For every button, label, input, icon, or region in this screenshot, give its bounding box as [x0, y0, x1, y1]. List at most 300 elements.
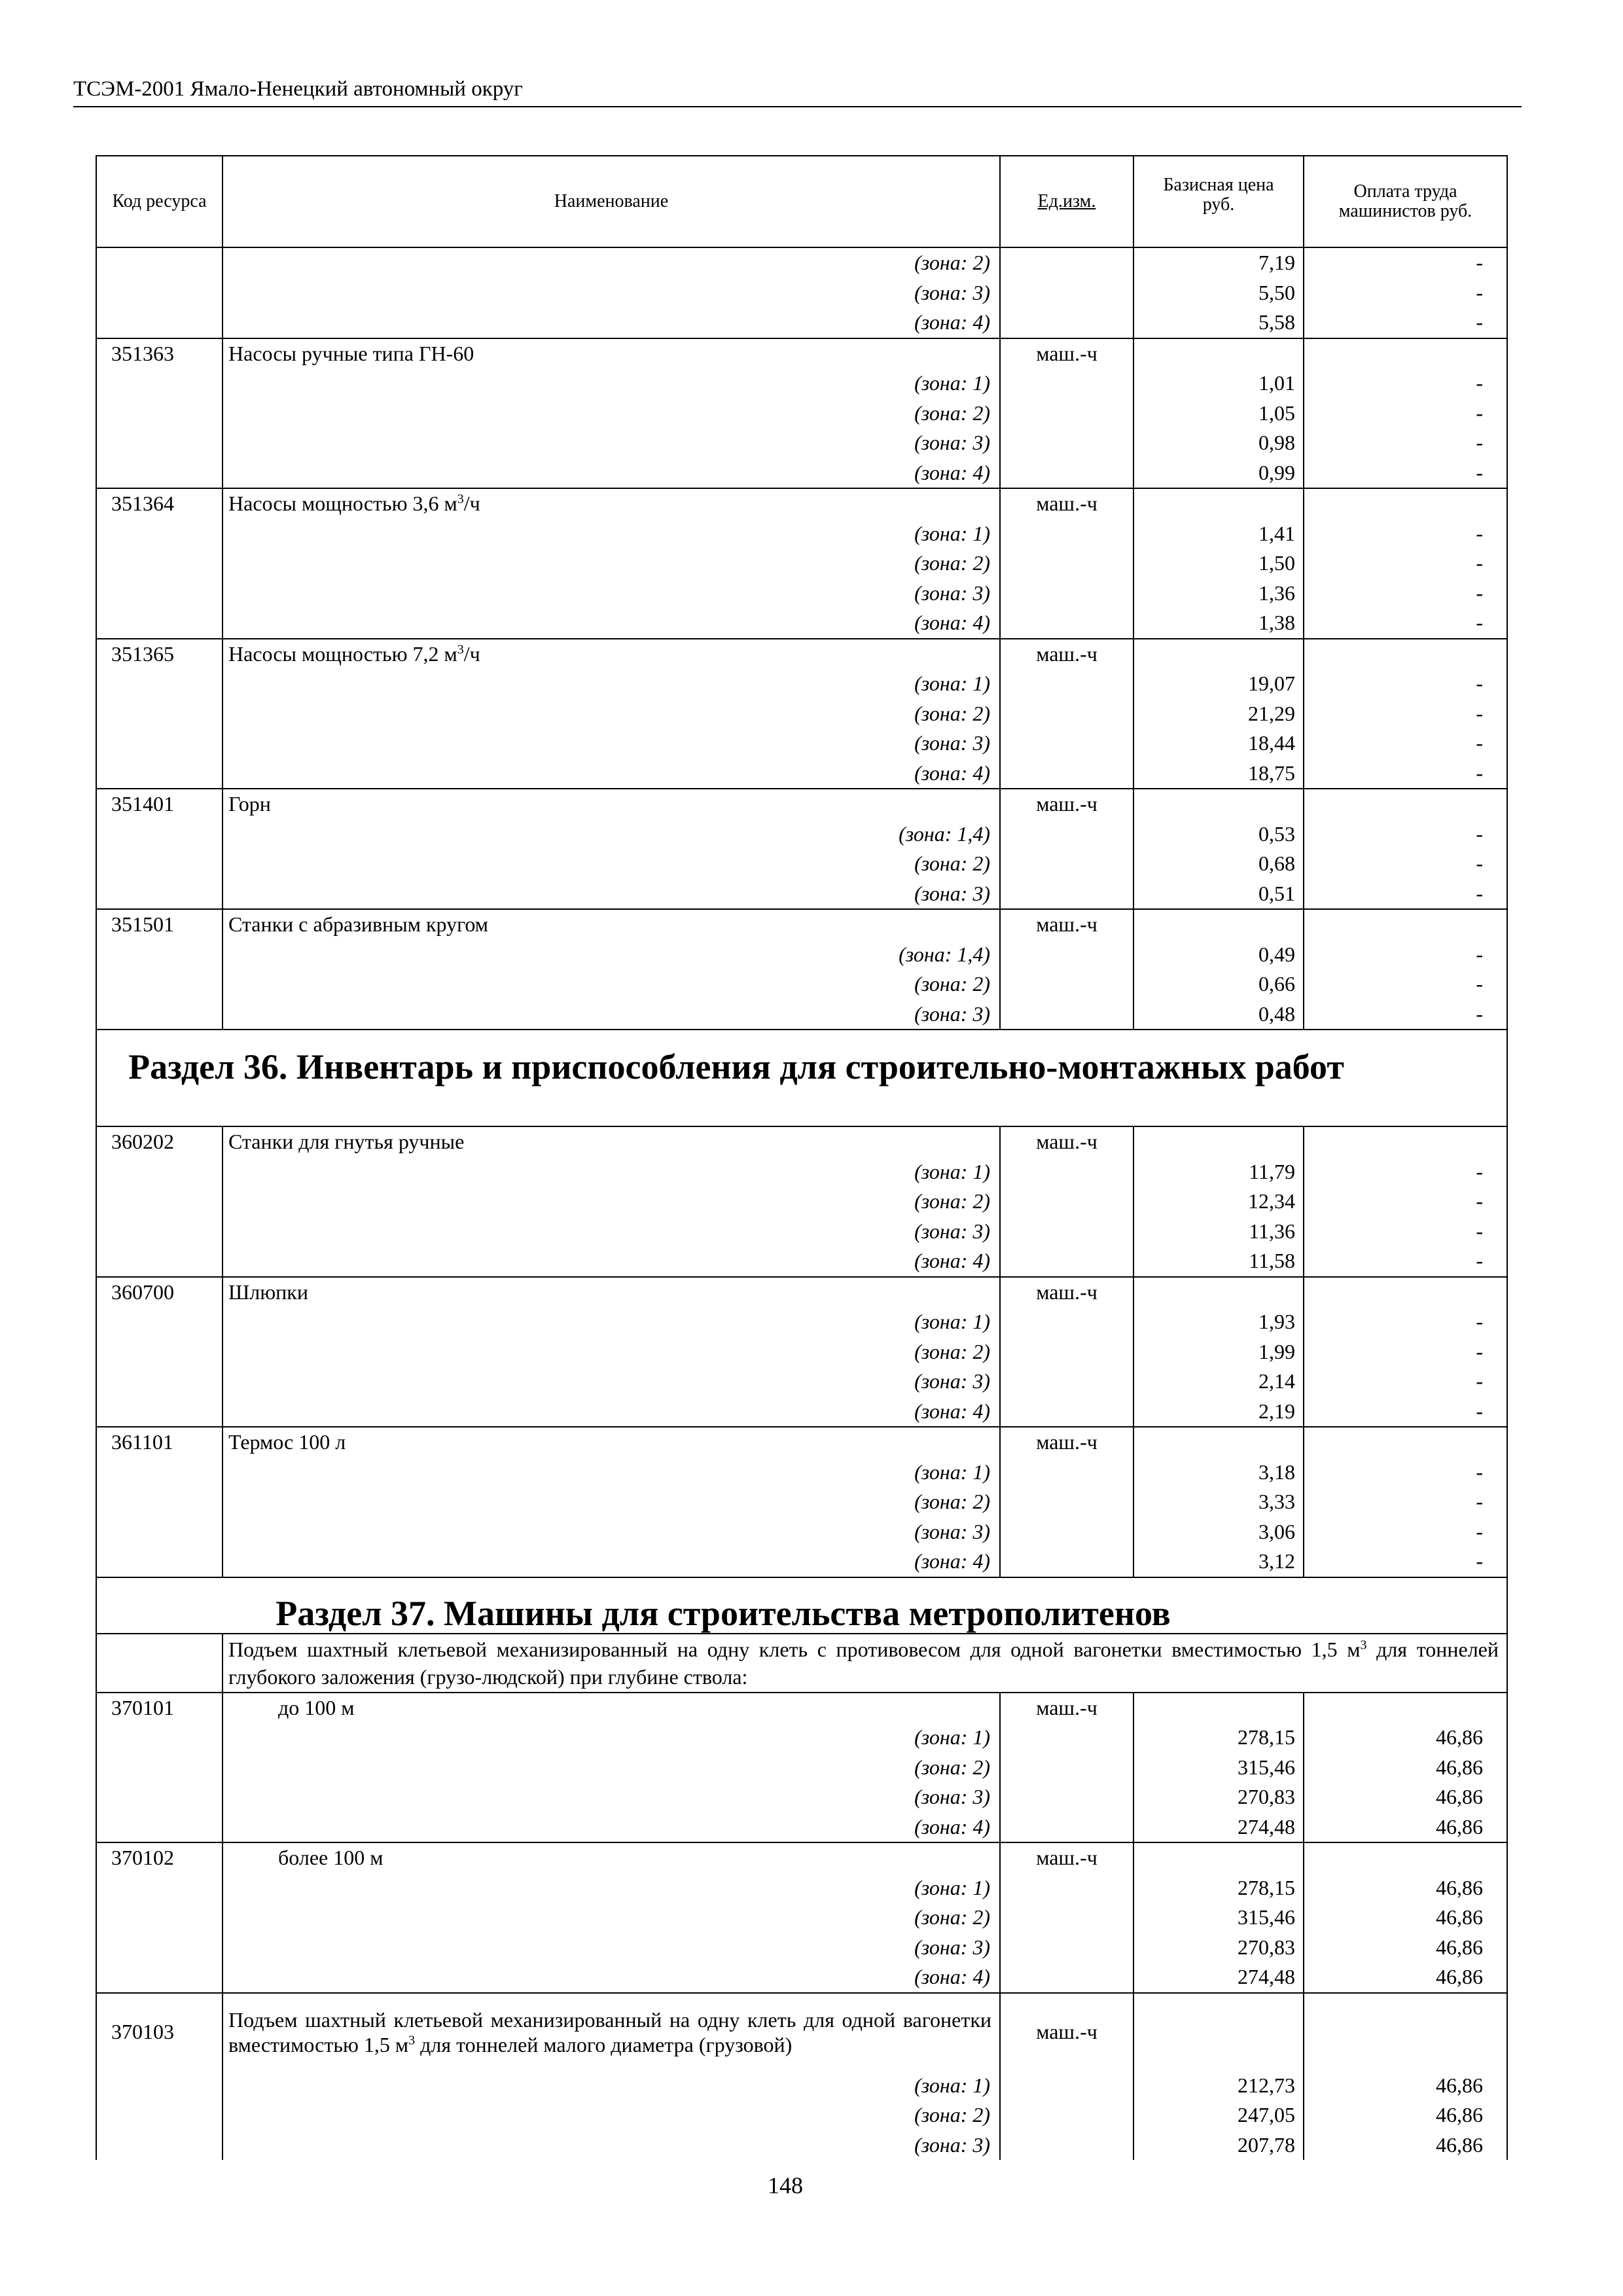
- zone-label: (зона: 1): [223, 1307, 1000, 1337]
- price-value: 19,07: [1133, 669, 1304, 699]
- zone-label: (зона: 4): [223, 308, 1000, 338]
- unit-cell: [1000, 519, 1133, 549]
- pay-value: -: [1304, 819, 1507, 850]
- item-code: 370101: [96, 1693, 223, 1723]
- pay-value: 46,86: [1304, 1782, 1507, 1812]
- pay-value: 46,86: [1304, 1962, 1507, 1993]
- zone-row: [96, 759, 1507, 789]
- zone-row: [96, 608, 1507, 639]
- unit-cell: [1000, 1547, 1133, 1577]
- pay-value: 46,86: [1304, 1723, 1507, 1753]
- col-header-pay: Оплата труда машинистов руб.: [1304, 156, 1507, 247]
- item-unit: маш.-ч: [1000, 789, 1133, 819]
- item-row: [96, 639, 1507, 670]
- unit-cell: [1000, 1337, 1133, 1367]
- superscript: 3: [457, 492, 464, 507]
- code-cell: [96, 1337, 223, 1367]
- zone-label: (зона: 2): [223, 1753, 1000, 1783]
- price-cell: [1133, 1842, 1304, 1873]
- price-value: 11,79: [1133, 1157, 1304, 1187]
- price-value: 274,48: [1133, 1812, 1304, 1843]
- price-value: 0,99: [1133, 458, 1304, 489]
- item-unit: маш.-ч: [1000, 1993, 1133, 2071]
- price-value: 0,49: [1133, 940, 1304, 970]
- code-cell: [96, 1367, 223, 1397]
- zone-label: (зона: 2): [223, 247, 1000, 278]
- zone-label: (зона: 2): [223, 969, 1000, 999]
- unit-cell: [1000, 759, 1133, 789]
- zone-row: [96, 579, 1507, 609]
- code-cell: [96, 548, 223, 579]
- unit-cell: [1000, 278, 1133, 308]
- zone-row: [96, 1397, 1507, 1427]
- unit-cell: [1000, 1933, 1133, 1963]
- pay-value: -: [1304, 1217, 1507, 1247]
- price-value: 18,44: [1133, 728, 1304, 759]
- pay-value: -: [1304, 1337, 1507, 1367]
- price-cell: [1133, 1993, 1304, 2071]
- zone-label: (зона: 1): [223, 669, 1000, 699]
- pay-value: 46,86: [1304, 1873, 1507, 1903]
- unit-cell: [1000, 1903, 1133, 1933]
- code-cell: [96, 1397, 223, 1427]
- pay-value: -: [1304, 999, 1507, 1030]
- pay-cell: [1304, 1126, 1507, 1157]
- price-cell: [1133, 1277, 1304, 1308]
- unit-cell: [1000, 1753, 1133, 1783]
- item-code: 351364: [96, 488, 223, 519]
- item-name-cell: [223, 909, 1000, 940]
- section-title: Раздел 37. Машины для строительства метрополитенов: [96, 1577, 1507, 1634]
- unit-cell: [1000, 1782, 1133, 1812]
- zone-label: (зона: 3): [223, 1517, 1000, 1547]
- price-value: 3,18: [1133, 1458, 1304, 1488]
- item-row: [96, 909, 1507, 940]
- section-row: [96, 1577, 1507, 1634]
- item-name: Насосы ручные типа ГН-60: [228, 341, 474, 365]
- pay-cell: [1304, 909, 1507, 940]
- item-unit: маш.-ч: [1000, 1427, 1133, 1458]
- price-cell: [1133, 338, 1304, 369]
- code-cell: [96, 969, 223, 999]
- unit-cell: [1000, 819, 1133, 850]
- item-unit: маш.-ч: [1000, 488, 1133, 519]
- code-cell: [96, 2071, 223, 2101]
- code-cell: [96, 1873, 223, 1903]
- code-cell: [96, 458, 223, 489]
- unit-cell: [1000, 247, 1133, 278]
- price-value: 270,83: [1133, 1933, 1304, 1963]
- zone-row: [96, 1187, 1507, 1217]
- unit-cell: [1000, 1367, 1133, 1397]
- price-value: 21,29: [1133, 699, 1304, 729]
- unit-cell: [1000, 669, 1133, 699]
- zone-row: [96, 1723, 1507, 1753]
- code-cell: [96, 1458, 223, 1488]
- unit-cell: [1000, 608, 1133, 639]
- code-cell: [96, 699, 223, 729]
- pay-cell: [1304, 1993, 1507, 2071]
- pay-value: -: [1304, 548, 1507, 579]
- unit-cell: [1000, 1307, 1133, 1337]
- zone-label: (зона: 3): [223, 2130, 1000, 2161]
- price-value: 18,75: [1133, 759, 1304, 789]
- zone-row: [96, 1458, 1507, 1488]
- zone-row: [96, 2100, 1507, 2130]
- pay-value: -: [1304, 247, 1507, 278]
- code-cell: [96, 1487, 223, 1517]
- zone-label: (зона: 3): [223, 428, 1000, 458]
- code-cell: [96, 849, 223, 879]
- item-row: [96, 488, 1507, 519]
- item-name: Шлюпки: [228, 1280, 308, 1304]
- code-cell: [96, 519, 223, 549]
- price-value: 0,66: [1133, 969, 1304, 999]
- price-value: 11,58: [1133, 1246, 1304, 1277]
- zone-label: (зона: 4): [223, 1962, 1000, 1993]
- item-name-tail: /ч: [463, 492, 480, 516]
- price-cell: [1133, 1693, 1304, 1723]
- code-cell: [96, 1547, 223, 1577]
- pay-value: 46,86: [1304, 1812, 1507, 1843]
- pay-value: 46,86: [1304, 2130, 1507, 2161]
- item-name-cell: [223, 1842, 1000, 1873]
- pay-value: 46,86: [1304, 1933, 1507, 1963]
- item-unit: маш.-ч: [1000, 639, 1133, 670]
- code-cell: [96, 399, 223, 429]
- zone-label: (зона: 3): [223, 1217, 1000, 1247]
- price-value: 0,48: [1133, 999, 1304, 1030]
- price-value: 1,05: [1133, 399, 1304, 429]
- zone-row: [96, 819, 1507, 850]
- unit-cell: [1000, 308, 1133, 338]
- item-row: [96, 1842, 1507, 1873]
- unit-cell: [1000, 1517, 1133, 1547]
- price-value: 1,93: [1133, 1307, 1304, 1337]
- zone-row: [96, 1933, 1507, 1963]
- header-rule: [73, 106, 1522, 107]
- running-header: ТСЭМ-2001 Ямало-Ненецкий автономный округ: [73, 77, 523, 101]
- zone-row: [96, 278, 1507, 308]
- price-value: 207,78: [1133, 2130, 1304, 2161]
- zone-label: (зона: 4): [223, 1547, 1000, 1577]
- item-unit: маш.-ч: [1000, 1842, 1133, 1873]
- zone-label: (зона: 3): [223, 1782, 1000, 1812]
- item-name-cell: [223, 789, 1000, 819]
- pay-value: -: [1304, 728, 1507, 759]
- zone-row: [96, 1246, 1507, 1277]
- code-cell: [96, 1157, 223, 1187]
- item-name-cell: [223, 1993, 1000, 2071]
- zone-row: [96, 368, 1507, 399]
- zone-label: (зона: 2): [223, 399, 1000, 429]
- price-value: 270,83: [1133, 1782, 1304, 1812]
- zone-row: [96, 1157, 1507, 1187]
- zone-label: (зона: 1,4): [223, 940, 1000, 970]
- unit-cell: [1000, 1487, 1133, 1517]
- price-value: 2,19: [1133, 1397, 1304, 1427]
- item-code: 351363: [96, 338, 223, 369]
- pay-value: 46,86: [1304, 1903, 1507, 1933]
- item-unit: маш.-ч: [1000, 338, 1133, 369]
- unit-cell: [1000, 1812, 1133, 1843]
- zone-label: (зона: 2): [223, 1903, 1000, 1933]
- code-cell: [96, 1246, 223, 1277]
- item-name: до 100 м: [278, 1695, 355, 1719]
- pay-cell: [1304, 1427, 1507, 1458]
- price-cell: [1133, 1427, 1304, 1458]
- code-cell: [96, 1517, 223, 1547]
- pay-value: -: [1304, 1547, 1507, 1577]
- price-value: 0,53: [1133, 819, 1304, 850]
- group-note-tail: для тоннелей глубокого заложения (грузо-людской) при глубине ствола:: [228, 1637, 1499, 1689]
- pay-value: -: [1304, 1307, 1507, 1337]
- zone-row: [96, 1367, 1507, 1397]
- zone-label: (зона: 2): [223, 2100, 1000, 2130]
- zone-row: [96, 2130, 1507, 2161]
- item-code: 351401: [96, 789, 223, 819]
- pay-value: 46,86: [1304, 2100, 1507, 2130]
- code-cell: [96, 368, 223, 399]
- price-value: 3,06: [1133, 1517, 1304, 1547]
- unit-cell: [1000, 1217, 1133, 1247]
- price-value: 3,33: [1133, 1487, 1304, 1517]
- price-value: 1,38: [1133, 608, 1304, 639]
- zone-row: [96, 458, 1507, 489]
- unit-cell: [1000, 1187, 1133, 1217]
- code-cell: [96, 1217, 223, 1247]
- item-name-cell: [223, 1126, 1000, 1157]
- unit-cell: [1000, 2130, 1133, 2161]
- price-value: 2,14: [1133, 1367, 1304, 1397]
- unit-cell: [1000, 1397, 1133, 1427]
- pay-value: 46,86: [1304, 2071, 1507, 2101]
- table-header-row: [96, 156, 1507, 247]
- pay-value: -: [1304, 849, 1507, 879]
- item-unit: маш.-ч: [1000, 1277, 1133, 1308]
- zone-row: [96, 1903, 1507, 1933]
- unit-cell: [1000, 399, 1133, 429]
- code-cell: [96, 999, 223, 1030]
- pay-value: -: [1304, 699, 1507, 729]
- zone-label: (зона: 1): [223, 519, 1000, 549]
- zone-row: [96, 999, 1507, 1030]
- price-value: 1,50: [1133, 548, 1304, 579]
- pay-value: -: [1304, 940, 1507, 970]
- unit-cell: [1000, 879, 1133, 910]
- item-row: [96, 789, 1507, 819]
- pay-cell: [1304, 338, 1507, 369]
- zone-label: (зона: 4): [223, 1812, 1000, 1843]
- zone-label: (зона: 3): [223, 728, 1000, 759]
- pay-value: 46,86: [1304, 1753, 1507, 1783]
- zone-row: [96, 669, 1507, 699]
- unit-cell: [1000, 999, 1133, 1030]
- zone-row: [96, 1517, 1507, 1547]
- unit-cell: [1000, 1157, 1133, 1187]
- price-value: 5,58: [1133, 308, 1304, 338]
- zone-row: [96, 428, 1507, 458]
- zone-label: (зона: 1): [223, 1873, 1000, 1903]
- price-value: 5,50: [1133, 278, 1304, 308]
- zone-row: [96, 1962, 1507, 1993]
- price-value: 7,19: [1133, 247, 1304, 278]
- zone-row: [96, 1782, 1507, 1812]
- price-value: 11,36: [1133, 1217, 1304, 1247]
- pay-cell: [1304, 1842, 1507, 1873]
- pay-cell: [1304, 789, 1507, 819]
- unit-cell: [1000, 1723, 1133, 1753]
- col-header-price: Базисная цена руб.: [1133, 156, 1304, 247]
- code-cell: [96, 1307, 223, 1337]
- zone-row: [96, 1487, 1507, 1517]
- pay-value: -: [1304, 1187, 1507, 1217]
- item-name: Горн: [228, 792, 271, 816]
- code-cell: [96, 1933, 223, 1963]
- zone-label: (зона: 4): [223, 608, 1000, 639]
- superscript: 3: [1360, 1637, 1367, 1652]
- pay-value: -: [1304, 368, 1507, 399]
- price-value: 0,51: [1133, 879, 1304, 910]
- price-value: 3,12: [1133, 1547, 1304, 1577]
- zone-row: [96, 308, 1507, 338]
- zone-label: (зона: 3): [223, 1933, 1000, 1963]
- item-name: Станки для гнутья ручные: [228, 1130, 465, 1154]
- zone-label: (зона: 1,4): [223, 819, 1000, 850]
- zone-row: [96, 548, 1507, 579]
- price-value: 1,36: [1133, 579, 1304, 609]
- price-table-body: [96, 156, 1507, 2160]
- zone-row: [96, 728, 1507, 759]
- item-code: 370103: [96, 1993, 223, 2071]
- col-header-unit-label: Ед.изм.: [1037, 191, 1096, 211]
- zone-label: (зона: 1): [223, 1157, 1000, 1187]
- group-note-row: [96, 1634, 1507, 1693]
- pay-value: -: [1304, 1458, 1507, 1488]
- zone-label: (зона: 1): [223, 368, 1000, 399]
- unit-cell: [1000, 428, 1133, 458]
- item-unit: маш.-ч: [1000, 1126, 1133, 1157]
- unit-cell: [1000, 1962, 1133, 1993]
- zone-row: [96, 1547, 1507, 1577]
- pay-value: -: [1304, 1397, 1507, 1427]
- price-cell: [1133, 789, 1304, 819]
- price-value: 0,68: [1133, 849, 1304, 879]
- item-name-cell: [223, 488, 1000, 519]
- code-cell: [96, 1962, 223, 1993]
- code-cell: [96, 247, 223, 278]
- unit-cell: [1000, 940, 1133, 970]
- zone-row: [96, 1812, 1507, 1843]
- code-cell: [96, 1753, 223, 1783]
- zone-row: [96, 969, 1507, 999]
- zone-row: [96, 1873, 1507, 1903]
- col-header-name: Наименование: [223, 156, 1000, 247]
- unit-cell: [1000, 969, 1133, 999]
- price-cell: [1133, 488, 1304, 519]
- price-value: 212,73: [1133, 2071, 1304, 2101]
- item-name: Подъем шахтный клетьевой механизированный на одну клеть для одной вагонетки вместимостью 1,5 м: [228, 2007, 991, 2056]
- pay-value: -: [1304, 1157, 1507, 1187]
- item-name-tail: /ч: [463, 641, 480, 666]
- zone-label: (зона: 2): [223, 1487, 1000, 1517]
- pay-value: -: [1304, 1246, 1507, 1277]
- price-value: 278,15: [1133, 1723, 1304, 1753]
- item-code: 360202: [96, 1126, 223, 1157]
- zone-row: [96, 1307, 1507, 1337]
- price-value: 0,98: [1133, 428, 1304, 458]
- group-note-text: Подъем шахтный клетьевой механизированный на одну клеть с противовесом для одной вагонетки вместимостью 1,5 м: [228, 1637, 1361, 1661]
- section-row: [96, 1030, 1507, 1126]
- pay-value: -: [1304, 519, 1507, 549]
- zone-label: (зона: 4): [223, 1397, 1000, 1427]
- zone-row: [96, 849, 1507, 879]
- code-cell: [96, 2100, 223, 2130]
- pay-value: -: [1304, 308, 1507, 338]
- zone-label: (зона: 2): [223, 1187, 1000, 1217]
- pay-value: -: [1304, 608, 1507, 639]
- zone-row: [96, 940, 1507, 970]
- code-cell: [96, 728, 223, 759]
- price-cell: [1133, 639, 1304, 670]
- col-header-code: Код ресурса: [96, 156, 223, 247]
- zone-row: [96, 1753, 1507, 1783]
- unit-cell: [1000, 2100, 1133, 2130]
- code-cell: [96, 1634, 223, 1693]
- item-row: [96, 1427, 1507, 1458]
- item-unit: маш.-ч: [1000, 1693, 1133, 1723]
- zone-label: (зона: 2): [223, 1337, 1000, 1367]
- item-name-cell: [223, 1277, 1000, 1308]
- zone-row: [96, 519, 1507, 549]
- price-cell: [1133, 909, 1304, 940]
- pay-value: -: [1304, 399, 1507, 429]
- code-cell: [96, 428, 223, 458]
- item-name: Станки с абразивным кругом: [228, 912, 489, 937]
- price-value: 1,99: [1133, 1337, 1304, 1367]
- item-name: Термос 100 л: [228, 1430, 346, 1454]
- code-cell: [96, 1903, 223, 1933]
- section-title: Раздел 36. Инвентарь и приспособления для строительно-монтажных работ: [96, 1030, 1507, 1126]
- pay-value: -: [1304, 759, 1507, 789]
- zone-row: [96, 247, 1507, 278]
- zone-label: (зона: 1): [223, 1723, 1000, 1753]
- pay-cell: [1304, 1693, 1507, 1723]
- code-cell: [96, 879, 223, 910]
- item-name-tail: для тоннелей малого диаметра (грузовой): [415, 2032, 793, 2056]
- code-cell: [96, 1782, 223, 1812]
- item-row: [96, 338, 1507, 369]
- item-name: более 100 м: [278, 1846, 383, 1870]
- pay-value: -: [1304, 428, 1507, 458]
- item-code: 370102: [96, 1842, 223, 1873]
- pay-value: -: [1304, 1367, 1507, 1397]
- price-value: 247,05: [1133, 2100, 1304, 2130]
- item-code: 360700: [96, 1277, 223, 1308]
- price-value: 315,46: [1133, 1753, 1304, 1783]
- zone-row: [96, 2071, 1507, 2101]
- zone-row: [96, 879, 1507, 910]
- zone-label: (зона: 3): [223, 579, 1000, 609]
- zone-label: (зона: 1): [223, 1458, 1000, 1488]
- unit-cell: [1000, 579, 1133, 609]
- price-value: 1,01: [1133, 368, 1304, 399]
- zone-label: (зона: 4): [223, 1246, 1000, 1277]
- price-value: 315,46: [1133, 1903, 1304, 1933]
- unit-cell: [1000, 699, 1133, 729]
- pay-value: -: [1304, 879, 1507, 910]
- page-number: 148: [768, 2172, 803, 2198]
